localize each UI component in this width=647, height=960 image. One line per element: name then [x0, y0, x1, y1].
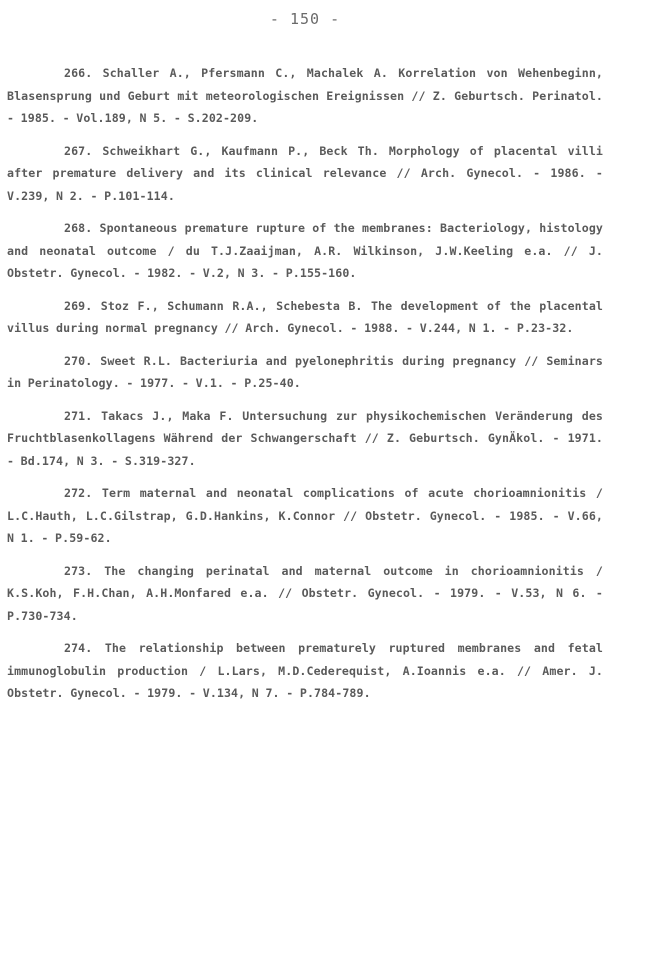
reference-entry-273: 273. The changing perinatal and maternal outcome in chorioamnionitis / K.S.Koh, F.H.Chan, A.H.Monfared e.a. // Obstetr. Gynecol. - 1979. - V.53, N 6. - P.730-734. [7, 563, 603, 623]
reference-entry-274: 274. The relationship between prematurely ruptured membranes and fetal immunoglobulin production / L.Lars, M.D.Cederequist, A.Ioannis e.a. // Amer. J. Obstetr. Gynecol. - 1979. - V.134, N 7. - P.784-789. [7, 641, 603, 700]
reference-entry-269: 269. Stoz F., Schumann R.A., Schebesta B. The development of the placental villus during normal pregnancy // Arch. Gynecol. - 1988. - V.244, N 1. - P.23-32. [7, 298, 603, 335]
reference-entry-268: 268. Spontaneous premature rupture of the membranes: Bacteriology, histology and neonatal outcome / du T.J.Zaaijman, A.R. Wilkinson, J.W.Keeling e.a. // J. Obstetr. Gynecol. - 1982. - V.2, N 3. - P.155-160. [7, 221, 603, 280]
reference-entry-271: 271. Takacs J., Maka F. Untersuchung zur physikochemischen Veränderung des Fruchtblasenkollagens Während der Schwangerschaft // Z. Geburtsch. GynÄkol. - 1971. - Bd.174, N 3. - S.319-327. [7, 408, 603, 468]
reference-entry-266: 266. Schaller A., Pfersmann C., Machalek A. Korrelation von Wehenbeginn, Blasensprung und Geburt mit meteorologischen Ereignissen // Z. Geburtsch. Perinatol. - 1985. - Vol.189, N 5. - S.202-209. [7, 66, 603, 125]
reference-entry-270: 270. Sweet R.L. Bacteriuria and pyelonephritis during pregnancy // Seminars in Perinatology. - 1977. - V.1. - P.25-40. [7, 353, 603, 390]
page-number: - 150 - [269, 10, 341, 28]
reference-entry-272: 272. Term maternal and neonatal complications of acute chorioamnionitis / L.C.Hauth, L.C.Gilstrap, G.D.Hankins, K.Connor // Obstetr. Gynecol. - 1985. - V.66, N 1. - P.59-62. [7, 486, 603, 545]
reference-entry-267: 267. Schweikhart G., Kaufmann P., Beck Th. Morphology of placental villi after premature delivery and its clinical relevance // Arch. Gynecol. - 1986. - V.239, N 2. - P.101-114. [7, 143, 603, 203]
